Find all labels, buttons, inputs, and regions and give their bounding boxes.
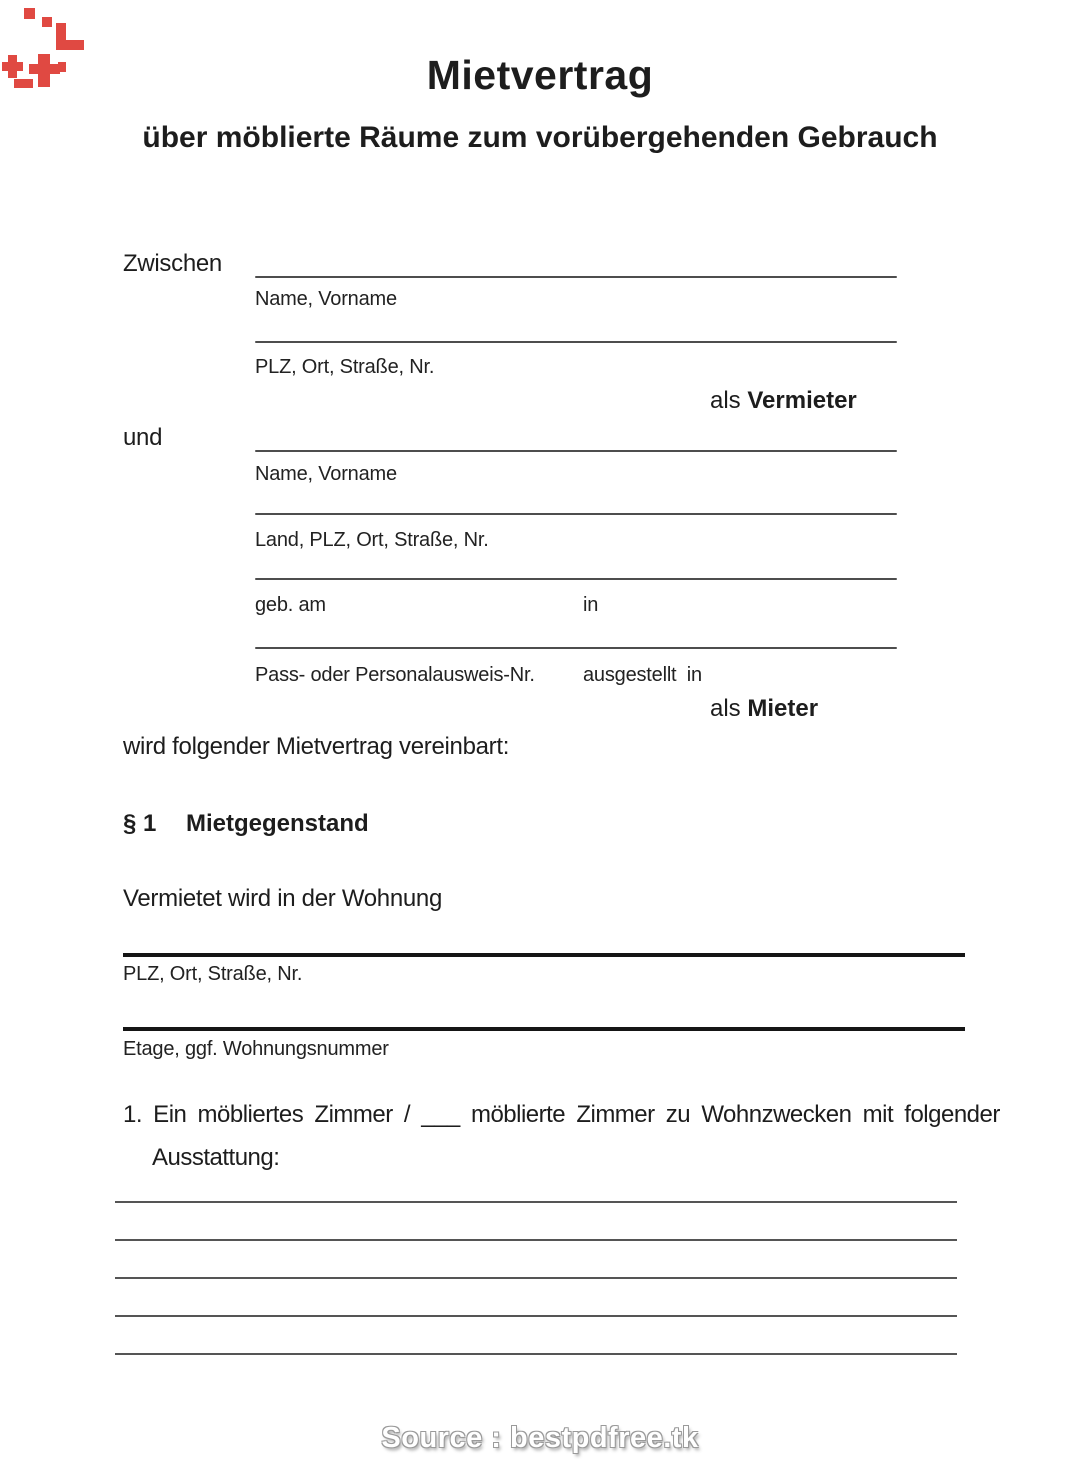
tenant-birth-line <box>255 578 897 580</box>
tenant-address-line <box>255 513 897 515</box>
apartment-floor-label: Etage, ggf. Wohnungsnummer <box>123 1038 389 1060</box>
apartment-address-line <box>123 953 965 957</box>
section-1-number: § 1 <box>123 810 157 837</box>
tenant-role-name: Mieter <box>747 695 819 722</box>
tenant-id-line <box>255 647 897 649</box>
apartment-address-label: PLZ, Ort, Straße, Nr. <box>123 963 303 985</box>
tenant-intro-label: und <box>123 424 163 451</box>
apartment-floor-line <box>123 1027 965 1031</box>
tenant-birth-date-label: geb. am <box>255 594 326 616</box>
item-1-text-line-2: Ausstattung: <box>152 1144 280 1171</box>
item-1-text-line-1: 1. Ein möbliertes Zimmer / ___ möblierte Zimmer zu Wohnzwecken mit folgender <box>123 1101 1000 1128</box>
agreement-intro-text: wird folgender Mietvertrag vereinbart: <box>123 733 510 760</box>
tenant-id-issued-label: ausgestellt in <box>583 664 702 686</box>
blank-writing-line <box>115 1277 957 1279</box>
section-1-intro-text: Vermietet wird in der Wohnung <box>123 885 443 912</box>
landlord-address-line <box>255 341 897 343</box>
document-title: Mietvertrag <box>426 52 654 98</box>
tenant-role-prefix: als <box>710 695 741 722</box>
landlord-role-name: Vermieter <box>747 387 857 414</box>
landlord-role-line <box>710 387 857 415</box>
tenant-name-line <box>255 450 897 452</box>
tenant-birth-place-label: in <box>583 594 599 616</box>
landlord-name-line <box>255 276 897 278</box>
tenant-birth-label-row <box>255 594 897 617</box>
tenant-address-label: Land, PLZ, Ort, Straße, Nr. <box>255 529 489 551</box>
section-1-heading: Mietgegenstand <box>186 810 369 837</box>
tenant-id-label: Pass- oder Personalausweis-Nr. <box>255 664 535 686</box>
footer-source-text: Source : bestpdfree.tk <box>381 1422 699 1454</box>
section-1-heading-row <box>123 810 369 838</box>
landlord-address-label: PLZ, Ort, Straße, Nr. <box>255 356 435 378</box>
blank-writing-line <box>115 1201 957 1203</box>
landlord-name-label: Name, Vorname <box>255 288 397 310</box>
blank-writing-line <box>115 1239 957 1241</box>
tenant-id-label-row <box>255 664 897 687</box>
blank-writing-line <box>115 1315 957 1317</box>
tenant-name-label: Name, Vorname <box>255 463 397 485</box>
document-subtitle: über möblierte Räume zum vorübergehenden Gebrauch <box>142 121 938 154</box>
tenant-role-line <box>710 695 818 723</box>
landlord-role-prefix: als <box>710 387 741 414</box>
blank-writing-line <box>115 1353 957 1355</box>
landlord-intro-label: Zwischen <box>123 250 222 277</box>
